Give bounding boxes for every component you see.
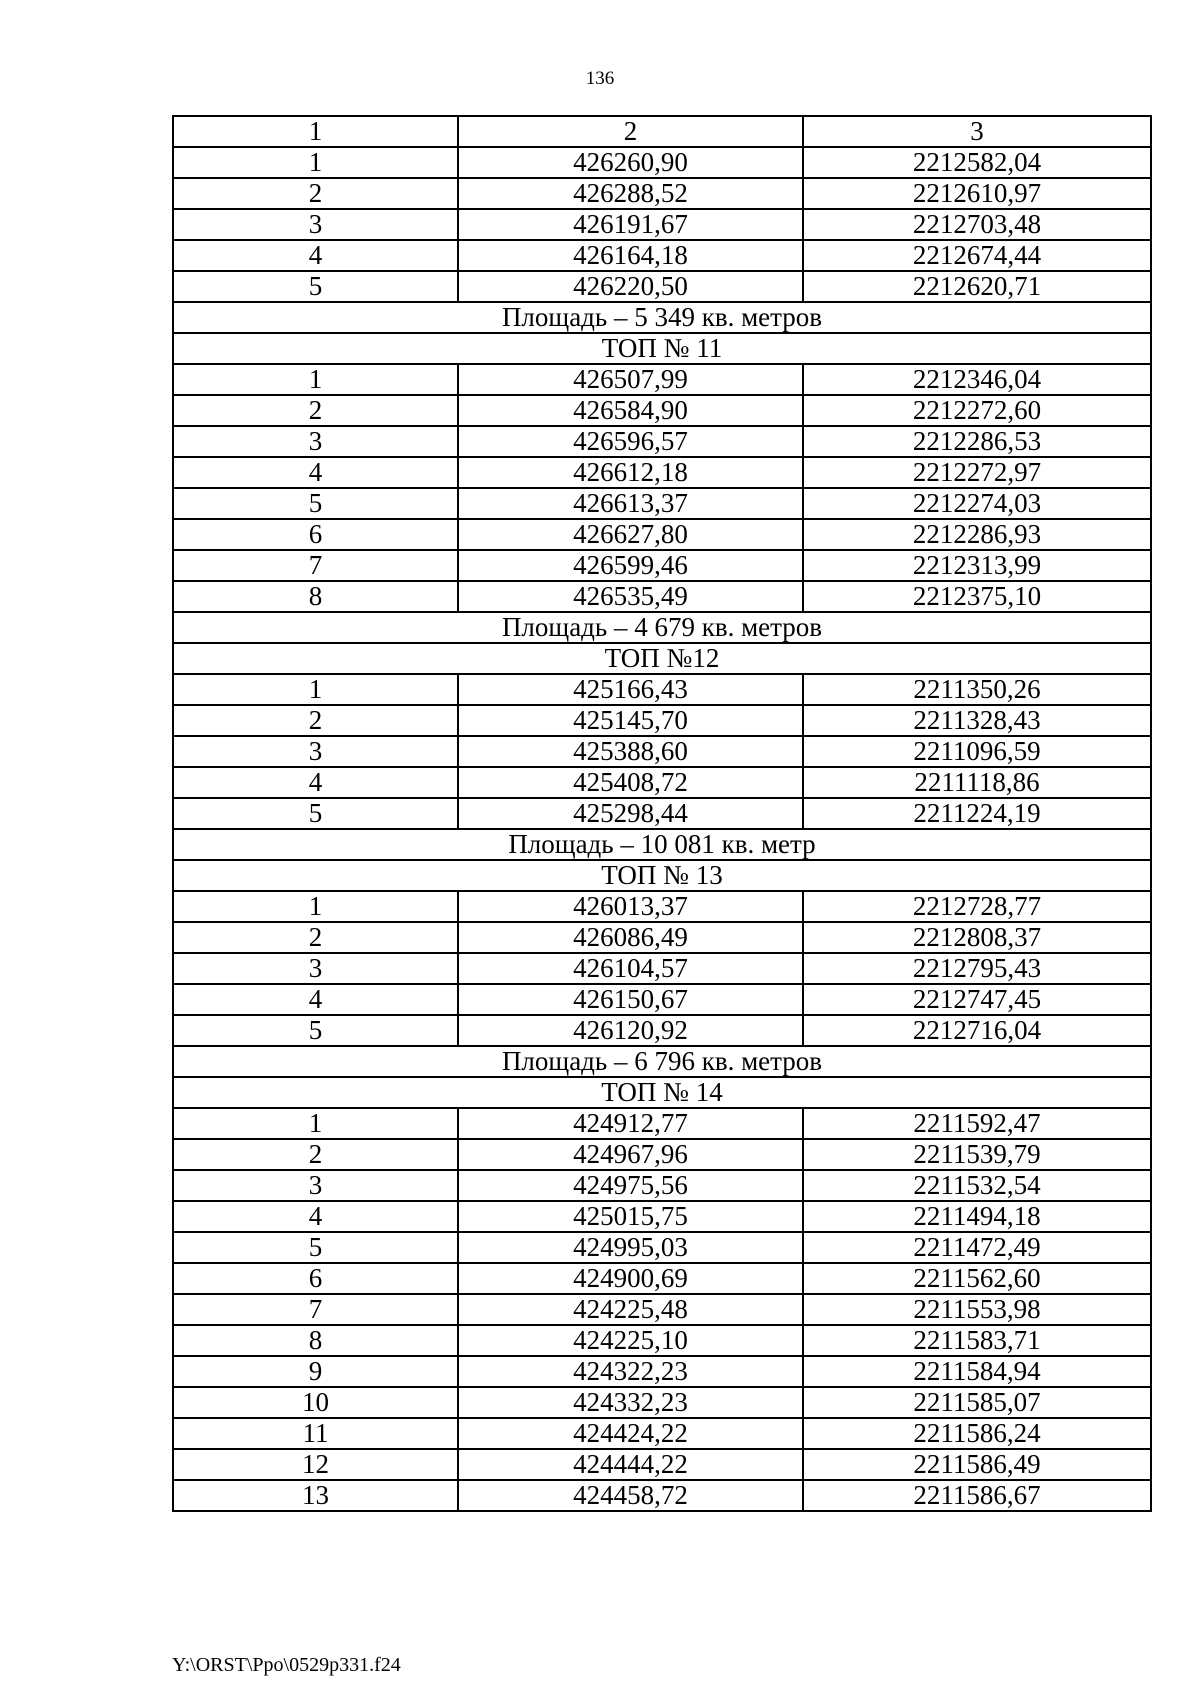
table-row bbox=[173, 1108, 1151, 1139]
table-row bbox=[173, 1418, 1151, 1449]
table-row bbox=[173, 1263, 1151, 1294]
point-number-cell: 1 bbox=[173, 364, 458, 395]
x-coordinate-cell: 424975,56 bbox=[458, 1170, 803, 1201]
section-row bbox=[173, 612, 1151, 643]
y-coordinate-cell: 2212716,04 bbox=[803, 1015, 1151, 1046]
y-coordinate-cell: 2212747,45 bbox=[803, 984, 1151, 1015]
point-number-cell: 2 bbox=[173, 922, 458, 953]
table-row bbox=[173, 240, 1151, 271]
y-coordinate-cell: 2211118,86 bbox=[803, 767, 1151, 798]
y-coordinate-cell: 2211539,79 bbox=[803, 1139, 1151, 1170]
section-label-cell: ТОП №12 bbox=[173, 643, 1151, 674]
table-row bbox=[173, 736, 1151, 767]
table-row bbox=[173, 891, 1151, 922]
x-coordinate-cell: 425408,72 bbox=[458, 767, 803, 798]
table-row bbox=[173, 1015, 1151, 1046]
y-coordinate-cell: 2212703,48 bbox=[803, 209, 1151, 240]
x-coordinate-cell: 424225,10 bbox=[458, 1325, 803, 1356]
point-number-cell: 4 bbox=[173, 457, 458, 488]
table-row bbox=[173, 395, 1151, 426]
x-coordinate-cell: 426596,57 bbox=[458, 426, 803, 457]
y-coordinate-cell: 2211586,67 bbox=[803, 1480, 1151, 1511]
point-number-cell: 4 bbox=[173, 984, 458, 1015]
y-coordinate-cell: 2212808,37 bbox=[803, 922, 1151, 953]
y-coordinate-cell: 2211553,98 bbox=[803, 1294, 1151, 1325]
section-row bbox=[173, 302, 1151, 333]
y-coordinate-cell: 2211586,24 bbox=[803, 1418, 1151, 1449]
y-coordinate-cell: 2212728,77 bbox=[803, 891, 1151, 922]
table-row bbox=[173, 147, 1151, 178]
section-label-cell: ТОП № 13 bbox=[173, 860, 1151, 891]
section-label-cell: Площадь – 4 679 кв. метров bbox=[173, 612, 1151, 643]
table-row bbox=[173, 1480, 1151, 1511]
x-coordinate-cell: 426120,92 bbox=[458, 1015, 803, 1046]
y-coordinate-cell: 2211584,94 bbox=[803, 1356, 1151, 1387]
point-number-cell: 10 bbox=[173, 1387, 458, 1418]
table-row bbox=[173, 581, 1151, 612]
y-coordinate-cell: 2211562,60 bbox=[803, 1263, 1151, 1294]
section-row bbox=[173, 333, 1151, 364]
point-number-cell: 8 bbox=[173, 1325, 458, 1356]
point-number-cell: 5 bbox=[173, 271, 458, 302]
section-row bbox=[173, 829, 1151, 860]
table-row bbox=[173, 1232, 1151, 1263]
point-number-cell: 2 bbox=[173, 178, 458, 209]
table-row bbox=[173, 1325, 1151, 1356]
y-coordinate-cell: 2212795,43 bbox=[803, 953, 1151, 984]
point-number-cell: 4 bbox=[173, 1201, 458, 1232]
point-number-cell: 6 bbox=[173, 519, 458, 550]
x-coordinate-cell: 424458,72 bbox=[458, 1480, 803, 1511]
x-coordinate-cell: 426288,52 bbox=[458, 178, 803, 209]
point-number-cell: 1 bbox=[173, 147, 458, 178]
header-cell-x: 2 bbox=[458, 116, 803, 147]
table-row bbox=[173, 457, 1151, 488]
table-row bbox=[173, 1387, 1151, 1418]
table-row bbox=[173, 488, 1151, 519]
table-row bbox=[173, 1201, 1151, 1232]
point-number-cell: 5 bbox=[173, 1232, 458, 1263]
x-coordinate-cell: 426013,37 bbox=[458, 891, 803, 922]
table-header-row bbox=[173, 116, 1151, 147]
y-coordinate-cell: 2212620,71 bbox=[803, 271, 1151, 302]
x-coordinate-cell: 426086,49 bbox=[458, 922, 803, 953]
table-row bbox=[173, 922, 1151, 953]
y-coordinate-cell: 2212286,93 bbox=[803, 519, 1151, 550]
y-coordinate-cell: 2212610,97 bbox=[803, 178, 1151, 209]
table-row bbox=[173, 1139, 1151, 1170]
x-coordinate-cell: 424332,23 bbox=[458, 1387, 803, 1418]
x-coordinate-cell: 426613,37 bbox=[458, 488, 803, 519]
y-coordinate-cell: 2212674,44 bbox=[803, 240, 1151, 271]
point-number-cell: 13 bbox=[173, 1480, 458, 1511]
section-label-cell: Площадь – 10 081 кв. метр bbox=[173, 829, 1151, 860]
file-path-footer: Y:\ORST\Ppo\0529p331.f24 bbox=[172, 1654, 401, 1676]
x-coordinate-cell: 425388,60 bbox=[458, 736, 803, 767]
table-row bbox=[173, 798, 1151, 829]
header-cell-point: 1 bbox=[173, 116, 458, 147]
x-coordinate-cell: 426260,90 bbox=[458, 147, 803, 178]
y-coordinate-cell: 2211472,49 bbox=[803, 1232, 1151, 1263]
table-row bbox=[173, 674, 1151, 705]
x-coordinate-cell: 426507,99 bbox=[458, 364, 803, 395]
x-coordinate-cell: 425166,43 bbox=[458, 674, 803, 705]
x-coordinate-cell: 425145,70 bbox=[458, 705, 803, 736]
y-coordinate-cell: 2212272,97 bbox=[803, 457, 1151, 488]
x-coordinate-cell: 425298,44 bbox=[458, 798, 803, 829]
y-coordinate-cell: 2212313,99 bbox=[803, 550, 1151, 581]
table-row bbox=[173, 519, 1151, 550]
x-coordinate-cell: 426191,67 bbox=[458, 209, 803, 240]
point-number-cell: 4 bbox=[173, 767, 458, 798]
section-label-cell: Площадь – 6 796 кв. метров bbox=[173, 1046, 1151, 1077]
x-coordinate-cell: 426535,49 bbox=[458, 581, 803, 612]
page-number: 136 bbox=[585, 68, 615, 89]
point-number-cell: 6 bbox=[173, 1263, 458, 1294]
table-row bbox=[173, 984, 1151, 1015]
section-row bbox=[173, 1077, 1151, 1108]
x-coordinate-cell: 426584,90 bbox=[458, 395, 803, 426]
point-number-cell: 2 bbox=[173, 705, 458, 736]
point-number-cell: 4 bbox=[173, 240, 458, 271]
y-coordinate-cell: 2211532,54 bbox=[803, 1170, 1151, 1201]
y-coordinate-cell: 2211494,18 bbox=[803, 1201, 1151, 1232]
coordinates-table-body bbox=[173, 116, 1151, 1511]
point-number-cell: 12 bbox=[173, 1449, 458, 1480]
y-coordinate-cell: 2211583,71 bbox=[803, 1325, 1151, 1356]
point-number-cell: 5 bbox=[173, 798, 458, 829]
point-number-cell: 7 bbox=[173, 550, 458, 581]
coordinates-table bbox=[172, 115, 1152, 1512]
point-number-cell: 1 bbox=[173, 891, 458, 922]
y-coordinate-cell: 2211586,49 bbox=[803, 1449, 1151, 1480]
point-number-cell: 9 bbox=[173, 1356, 458, 1387]
y-coordinate-cell: 2211350,26 bbox=[803, 674, 1151, 705]
point-number-cell: 7 bbox=[173, 1294, 458, 1325]
x-coordinate-cell: 426612,18 bbox=[458, 457, 803, 488]
x-coordinate-cell: 426627,80 bbox=[458, 519, 803, 550]
point-number-cell: 11 bbox=[173, 1418, 458, 1449]
point-number-cell: 1 bbox=[173, 1108, 458, 1139]
table-row bbox=[173, 209, 1151, 240]
point-number-cell: 2 bbox=[173, 1139, 458, 1170]
x-coordinate-cell: 426599,46 bbox=[458, 550, 803, 581]
point-number-cell: 5 bbox=[173, 1015, 458, 1046]
x-coordinate-cell: 426104,57 bbox=[458, 953, 803, 984]
y-coordinate-cell: 2212286,53 bbox=[803, 426, 1151, 457]
section-label-cell: ТОП № 11 bbox=[173, 333, 1151, 364]
table-row bbox=[173, 271, 1151, 302]
section-label-cell: ТОП № 14 bbox=[173, 1077, 1151, 1108]
table-row bbox=[173, 364, 1151, 395]
y-coordinate-cell: 2211592,47 bbox=[803, 1108, 1151, 1139]
x-coordinate-cell: 424225,48 bbox=[458, 1294, 803, 1325]
y-coordinate-cell: 2211096,59 bbox=[803, 736, 1151, 767]
point-number-cell: 3 bbox=[173, 1170, 458, 1201]
y-coordinate-cell: 2212375,10 bbox=[803, 581, 1151, 612]
point-number-cell: 8 bbox=[173, 581, 458, 612]
x-coordinate-cell: 426220,50 bbox=[458, 271, 803, 302]
point-number-cell: 3 bbox=[173, 736, 458, 767]
table-row bbox=[173, 1170, 1151, 1201]
x-coordinate-cell: 424912,77 bbox=[458, 1108, 803, 1139]
y-coordinate-cell: 2212272,60 bbox=[803, 395, 1151, 426]
section-label-cell: Площадь – 5 349 кв. метров bbox=[173, 302, 1151, 333]
y-coordinate-cell: 2211224,19 bbox=[803, 798, 1151, 829]
x-coordinate-cell: 426150,67 bbox=[458, 984, 803, 1015]
x-coordinate-cell: 424995,03 bbox=[458, 1232, 803, 1263]
point-number-cell: 3 bbox=[173, 953, 458, 984]
table-row bbox=[173, 178, 1151, 209]
y-coordinate-cell: 2212582,04 bbox=[803, 147, 1151, 178]
table-row bbox=[173, 953, 1151, 984]
x-coordinate-cell: 424967,96 bbox=[458, 1139, 803, 1170]
point-number-cell: 5 bbox=[173, 488, 458, 519]
x-coordinate-cell: 425015,75 bbox=[458, 1201, 803, 1232]
section-row bbox=[173, 643, 1151, 674]
header-cell-y: 3 bbox=[803, 116, 1151, 147]
x-coordinate-cell: 424444,22 bbox=[458, 1449, 803, 1480]
table-row bbox=[173, 767, 1151, 798]
x-coordinate-cell: 426164,18 bbox=[458, 240, 803, 271]
table-row bbox=[173, 705, 1151, 736]
point-number-cell: 1 bbox=[173, 674, 458, 705]
x-coordinate-cell: 424322,23 bbox=[458, 1356, 803, 1387]
point-number-cell: 3 bbox=[173, 209, 458, 240]
y-coordinate-cell: 2211328,43 bbox=[803, 705, 1151, 736]
y-coordinate-cell: 2212346,04 bbox=[803, 364, 1151, 395]
y-coordinate-cell: 2211585,07 bbox=[803, 1387, 1151, 1418]
point-number-cell: 2 bbox=[173, 395, 458, 426]
section-row bbox=[173, 1046, 1151, 1077]
section-row bbox=[173, 860, 1151, 891]
x-coordinate-cell: 424900,69 bbox=[458, 1263, 803, 1294]
table-row bbox=[173, 426, 1151, 457]
table-row bbox=[173, 1356, 1151, 1387]
point-number-cell: 3 bbox=[173, 426, 458, 457]
table-row bbox=[173, 1294, 1151, 1325]
x-coordinate-cell: 424424,22 bbox=[458, 1418, 803, 1449]
table-row bbox=[173, 550, 1151, 581]
table-row bbox=[173, 1449, 1151, 1480]
y-coordinate-cell: 2212274,03 bbox=[803, 488, 1151, 519]
